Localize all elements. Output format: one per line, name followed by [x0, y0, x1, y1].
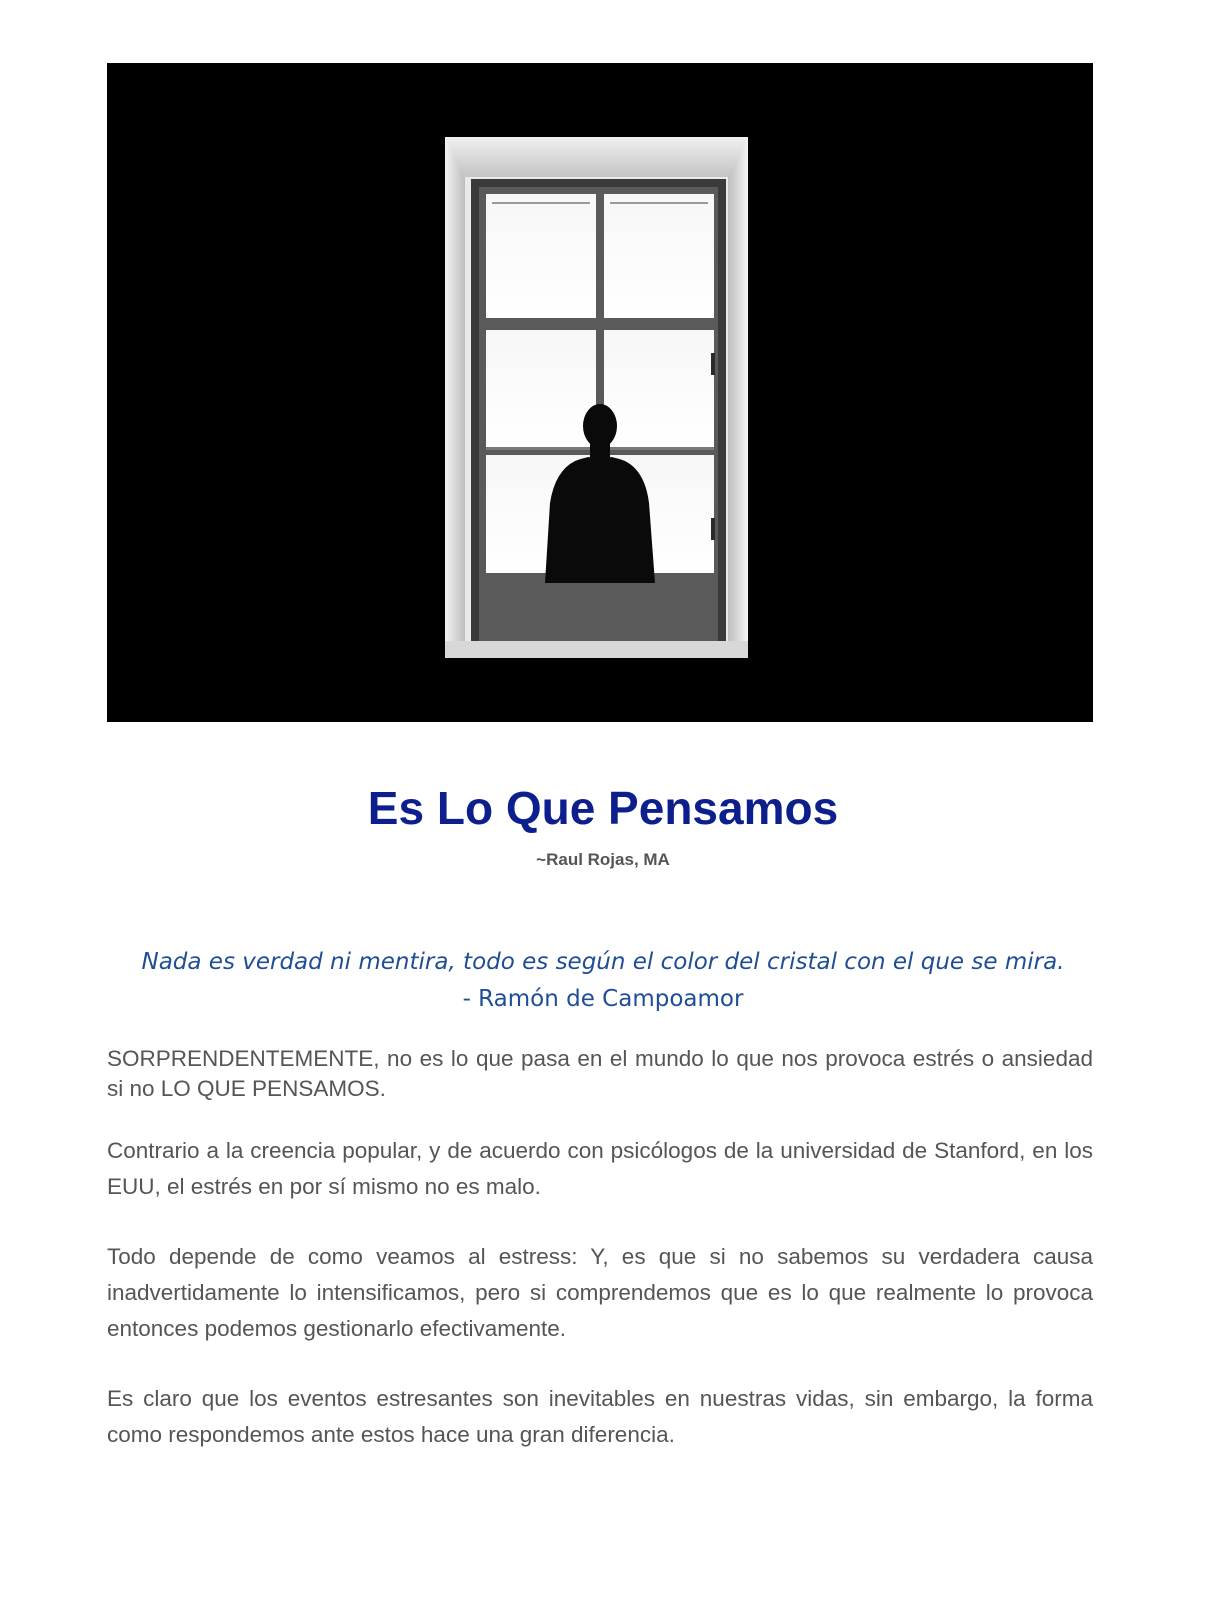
body-paragraph: Todo depende de como veamos al estress: Y, es que si no sabemos su verdadera causa inadvertidamente lo intensificamos, pero si comprendemos que es lo que realmente lo provoca entonces podemos gestionarlo efectivamente.: [107, 1244, 1093, 1341]
hero-image: [107, 63, 1093, 722]
article-author: ~Raul Rojas, MA: [536, 850, 670, 869]
window-pane: [486, 330, 596, 447]
window-pane: [604, 194, 714, 318]
window-pane: [604, 330, 714, 447]
window-pane: [486, 194, 596, 318]
quote-attribution: - Ramón de Campoamor: [462, 986, 744, 1012]
body-paragraph: SORPRENDENTEMENTE, no es lo que pasa en el mundo lo que nos provoca estrés o ansiedad si no LO QUE PENSAMOS.: [107, 1046, 1093, 1101]
body-paragraph: Es claro que los eventos estresantes son inevitables en nuestras vidas, sin embargo, la forma como respondemos ante estos hace una gran diferencia.: [107, 1386, 1093, 1447]
quote-text: Nada es verdad ni mentira, todo es según el color del cristal con el que se mira.: [141, 949, 1065, 975]
epigraph-quote: [100, 944, 1106, 1018]
window-silhouette-illustration: [107, 63, 1093, 722]
body-paragraph: Contrario a la creencia popular, y de acuerdo con psicólogos de la universidad de Stanford, en los EUU, el estrés en por sí mismo no es malo.: [107, 1138, 1093, 1199]
article-title: Es Lo Que Pensamos: [367, 782, 839, 834]
